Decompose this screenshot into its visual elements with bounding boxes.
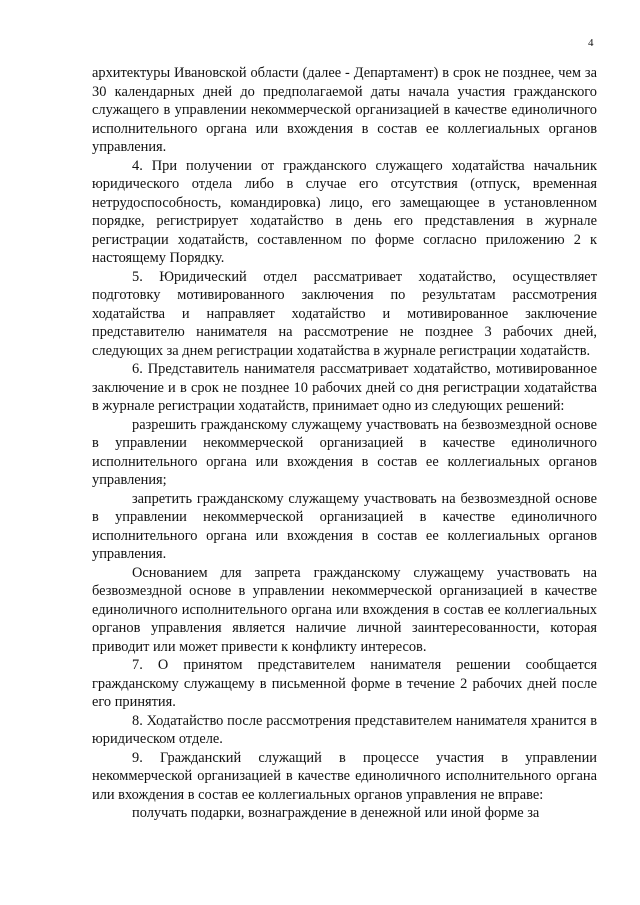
paragraph-restriction-gifts: получать подарки, вознаграждение в денежной или иной форме за — [132, 805, 540, 821]
paragraph-item-4: 4. При получении от гражданского служащего ходатайства начальник юридического отдела либо в случае его отсутствия (отпуск, временная нетрудоспособность, командировка) лицо, его замещающее в установленном порядке, регистрирует ходатайство в день его представления в журнале регистрации ходатайств, составленном по форме согласно приложению 2 к настоящему Порядку. — [92, 157, 597, 266]
paragraph-continuation: архитектуры Ивановской области (далее - Департамент) в срок не позднее, чем за 30 календарных дней до предполагаемой даты начала участия гражданского служащего в управлении некоммерческой организацией в качестве единоличного исполнительного органа или вхождения в состав ее коллегиальных органов управления. — [92, 65, 597, 155]
paragraph-decision-prohibit: запретить гражданскому служащему участвовать на безвозмездной основе в управлении некоммерческой организацией в качестве единоличного исполнительного органа или вхождения в состав ее коллегиальных органов управления. — [92, 490, 597, 562]
paragraph-item-6: 6. Представитель нанимателя рассматривает ходатайство, мотивированное заключение и в срок не позднее 10 рабочих дней со дня регистрации ходатайства в журнале регистрации ходатайств, принимает одно из следующих решений: — [92, 361, 597, 414]
paragraph-item-5: 5. Юридический отдел рассматривает ходатайство, осуществляет подготовку мотивированного заключения по результатам рассмотрения ходатайства и направляет ходатайство и мотивированное заключение представителю нанимателя на рассмотрение не позднее 3 рабочих дней, следующих за днем регистрации ходатайства в журнале регистрации ходатайств. — [92, 268, 597, 359]
document-body — [92, 64, 597, 823]
page-number: 4 — [588, 37, 594, 49]
paragraph-prohibition-basis: Основанием для запрета гражданскому служащему участвовать на безвозмездной основе в управлении некоммерческой организацией в качестве единоличного исполнительного органа или вхождения в состав ее коллегиальных органов управления является наличие личной заинтересованности, которая приводит или может привести к конфликту интересов. — [92, 564, 597, 655]
paragraph-item-8: 8. Ходатайство после рассмотрения представителем нанимателя хранится в юридическом отделе. — [92, 712, 597, 747]
paragraph-item-7: 7. О принятом представителем нанимателя решении сообщается гражданскому служащему в письменной форме в течение 2 рабочих дней после его принятия. — [92, 657, 597, 710]
paragraph-item-9: 9. Гражданский служащий в процессе участия в управлении некоммерческой организацией в качестве единоличного исполнительного органа или вхождения в состав ее коллегиальных органов управления не вправе: — [92, 749, 597, 803]
paragraph-decision-permit: разрешить гражданскому служащему участвовать на безвозмездной основе в управлении некоммерческой организацией в качестве единоличного исполнительного органа или вхождения в состав ее коллегиальных органов управления; — [92, 416, 597, 488]
